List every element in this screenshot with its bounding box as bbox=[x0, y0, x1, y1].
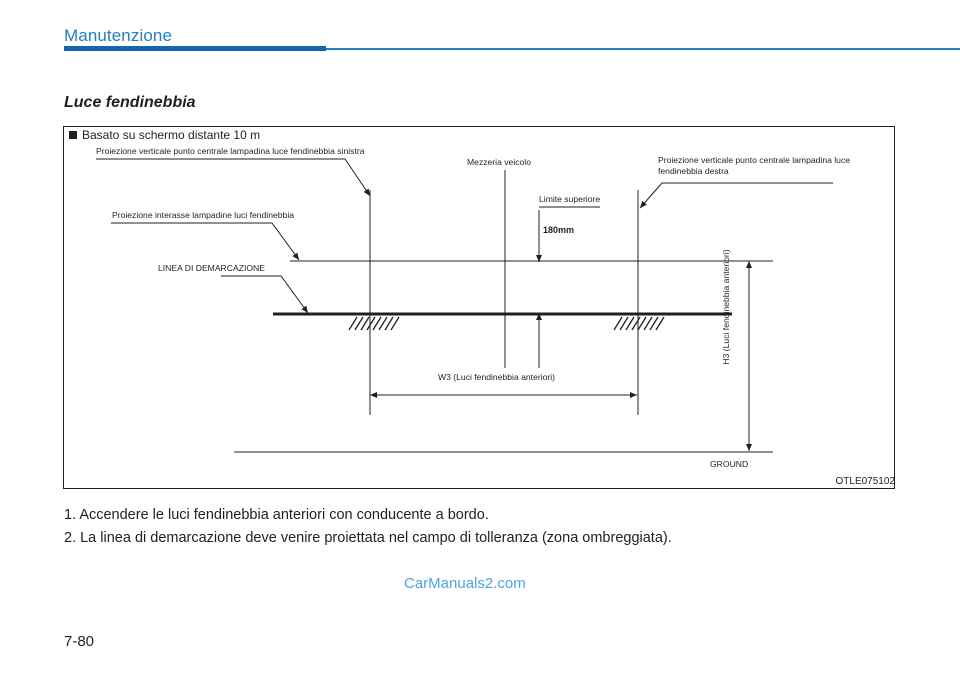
hatch-left bbox=[349, 317, 399, 330]
page-number: 7-80 bbox=[64, 633, 95, 650]
label-ground: GROUND bbox=[710, 459, 749, 469]
watermark: CarManuals2.com bbox=[404, 575, 526, 592]
label-upper-limit: Limite superiore bbox=[539, 194, 601, 204]
section-title: Manutenzione bbox=[64, 26, 172, 45]
label-interasse: Proiezione interasse lampadine luci fendinebbia bbox=[112, 210, 295, 220]
label-cutoff: LINEA DI DEMARCAZIONE bbox=[158, 263, 265, 273]
step-2: 2. La linea di demarcazione deve venire proiettata nel campo di tolleranza (zona ombreggiata). bbox=[64, 530, 672, 546]
leader-vert-right bbox=[640, 183, 833, 208]
page-heading: Luce fendinebbia bbox=[64, 94, 196, 111]
label-mm: 180mm bbox=[543, 225, 575, 235]
leader-cutoff bbox=[221, 276, 308, 313]
label-w3: W3 (Luci fendinebbia anteriori) bbox=[438, 372, 556, 382]
label-vert-left: Proiezione verticale punto centrale lampadina luce fendinebbia sinistra bbox=[96, 146, 365, 156]
hatch-right bbox=[614, 317, 664, 330]
label-h3: H3 (Luci fendinebbia anteriori) bbox=[721, 249, 731, 365]
label-center: Mezzeria veicolo bbox=[467, 157, 531, 167]
leader-vert-left bbox=[96, 159, 370, 196]
figure-title-text: Basato su schermo distante 10 m bbox=[82, 128, 261, 142]
step-1: 1. Accendere le luci fendinebbia anteriori con conducente a bordo. bbox=[64, 507, 489, 523]
figure-code: OTLE075102 bbox=[835, 476, 895, 487]
label-vert-right: Proiezione verticale punto centrale lampadina luce fendinebbia destra bbox=[658, 155, 851, 176]
leader-interasse bbox=[111, 223, 299, 260]
